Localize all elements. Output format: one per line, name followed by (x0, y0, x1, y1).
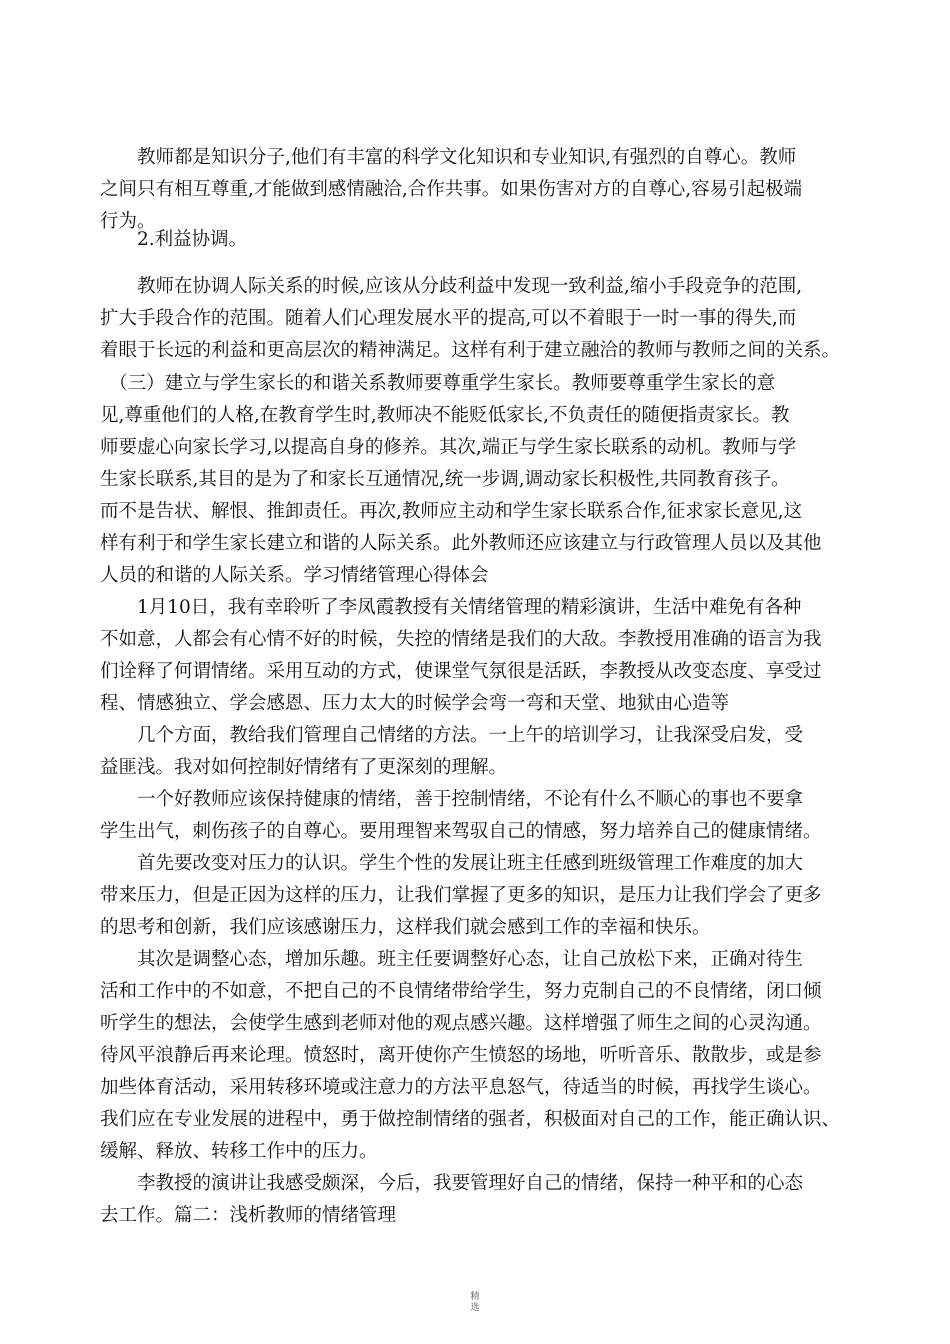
text-line: 带来压力，但是正因为这样的压力，让我们掌握了更多的知识，是压力让我们学会了更多 (100, 885, 822, 906)
text-line: 而不是告状、解恨、推卸责任。再次,教师应主动和学生家长联系合作,征求家长意见,这 (100, 501, 803, 522)
footer-mark-top: 精 (470, 1292, 480, 1302)
text-line: 之间只有相互尊重,才能做到感情融洽,合作共事。如果伤害对方的自尊心,容易引起极端 (100, 179, 803, 200)
text-line: 师要虚心向家长学习,以提高自身的修养。其次,端正与学生家长联系的动机。教师与学 (100, 437, 797, 458)
text-line: 生家长联系,其目的是为了和家长互通情况,统一步调,调动家长积极性,共同教育孩子。 (100, 469, 790, 490)
text-line: 其次是调整心态，增加乐趣。班主任要调整好心态，让自己放松下来，正确对待生 (100, 949, 804, 970)
text-line: 扩大手段合作的范围。随着人们心理发展水平的提高,可以不着眼于一时一事的得失,而 (100, 308, 797, 329)
text-line: 程、情感独立、学会感恩、压力太大的时候学会弯一弯和天堂、地狱由心造等 (100, 693, 730, 714)
text-line: （三）建立与学生家长的和谐关系教师要尊重学生家长。教师要尊重学生家长的意 (100, 373, 776, 394)
text-line: 们诠释了何谓情绪。采用互动的方式，使课堂气氛很是活跃，李教授从改变态度、享受过 (100, 661, 822, 682)
text-line: 一个好教师应该保持健康的情绪，善于控制情绪，不论有什么不顺心的事也不要拿 (100, 789, 804, 810)
text-line: 的思考和创新，我们应该感谢压力，这样我们就会感到工作的幸福和快乐。 (100, 917, 711, 938)
text-line: 人员的和谐的人际关系。学习情绪管理心得体会 (100, 565, 489, 586)
text-line: 缓解、释放、转移工作中的压力。 (100, 1141, 378, 1162)
text-line: 李教授的演讲让我感受颇深，今后，我要管理好自己的情绪，保持一种平和的心态 (100, 1173, 804, 1194)
text-line: 教师都是知识分子,他们有丰富的科学文化知识和专业知识,有强烈的自尊心。教师 (100, 147, 797, 168)
text-line: 2.利益协调。 (100, 229, 248, 250)
text-line: 学生出气，刺伤孩子的自尊心。要用理智来驾驭自己的情感，努力培养自己的健康情绪。 (100, 821, 822, 842)
text-line: 活和工作中的不如意，不把自己的不良情绪带给学生，努力克制自己的不良情绪，闭口倾 (100, 981, 822, 1002)
text-line: 首先要改变对压力的认识。学生个性的发展让班主任感到班级管理工作难度的加大 (100, 853, 804, 874)
text-line: 几个方面，教给我们管理自己情绪的方法。一上午的培训学习，让我深受启发，受 (100, 725, 804, 746)
text-line: 教师在协调人际关系的时候,应该从分歧利益中发现一致利益,缩小手段竞争的范围, (100, 276, 803, 297)
paragraph-interest-coordination (100, 271, 860, 367)
text-line: 1月10日，我有幸聆听了李凤霞教授有关情绪管理的精彩演讲，生活中难免有各种 (100, 597, 802, 618)
text-line: 样有利于和学生家长建立和谐的人际关系。此外教师还应该建立与行政管理人员以及其他 (100, 533, 822, 554)
footer-mark-bottom: 选 (470, 1303, 480, 1313)
text-line: 我们应在专业发展的进程中，勇于做控制情绪的强者，积极面对自己的工作，能正确认识、 (100, 1109, 841, 1130)
section-heading-interest-coordination (100, 224, 860, 256)
text-line: 待风平浪静后再来论理。愤怒时，离开使你产生愤怒的场地，听听音乐、散散步，或是参 (100, 1045, 822, 1066)
text-line: 听学生的想法，会使学生感到老师对他的观点感兴趣。这样增强了师生之间的心灵沟通。 (100, 1013, 822, 1034)
text-line: 益匪浅。我对如何控制好情绪有了更深刻的理解。 (100, 757, 508, 778)
text-line: 行为。 (100, 211, 156, 232)
text-line: 去工作。篇二：浅析教师的情绪管理 (100, 1205, 397, 1226)
text-line: 加些体育活动，采用转移环境或注意力的方法平息怒气，待适当的时候，再找学生谈心。 (100, 1077, 822, 1098)
paragraph-parent-relations (100, 368, 860, 592)
text-line: 见,尊重他们的人格,在教育学生时,教师决不能贬低家长,不负责任的随便指责家长。教 (100, 405, 790, 426)
text-line: 不如意，人都会有心情不好的时候，失控的情绪是我们的大敌。李教授用准确的语言为我 (100, 629, 822, 650)
text-line: 着眼于长远的利益和更高层次的精神满足。这样有利于建立融洽的教师与教师之间的关系。 (100, 340, 841, 361)
page-footer (0, 1292, 950, 1314)
paragraph-emotion-management-notes (100, 592, 860, 1232)
